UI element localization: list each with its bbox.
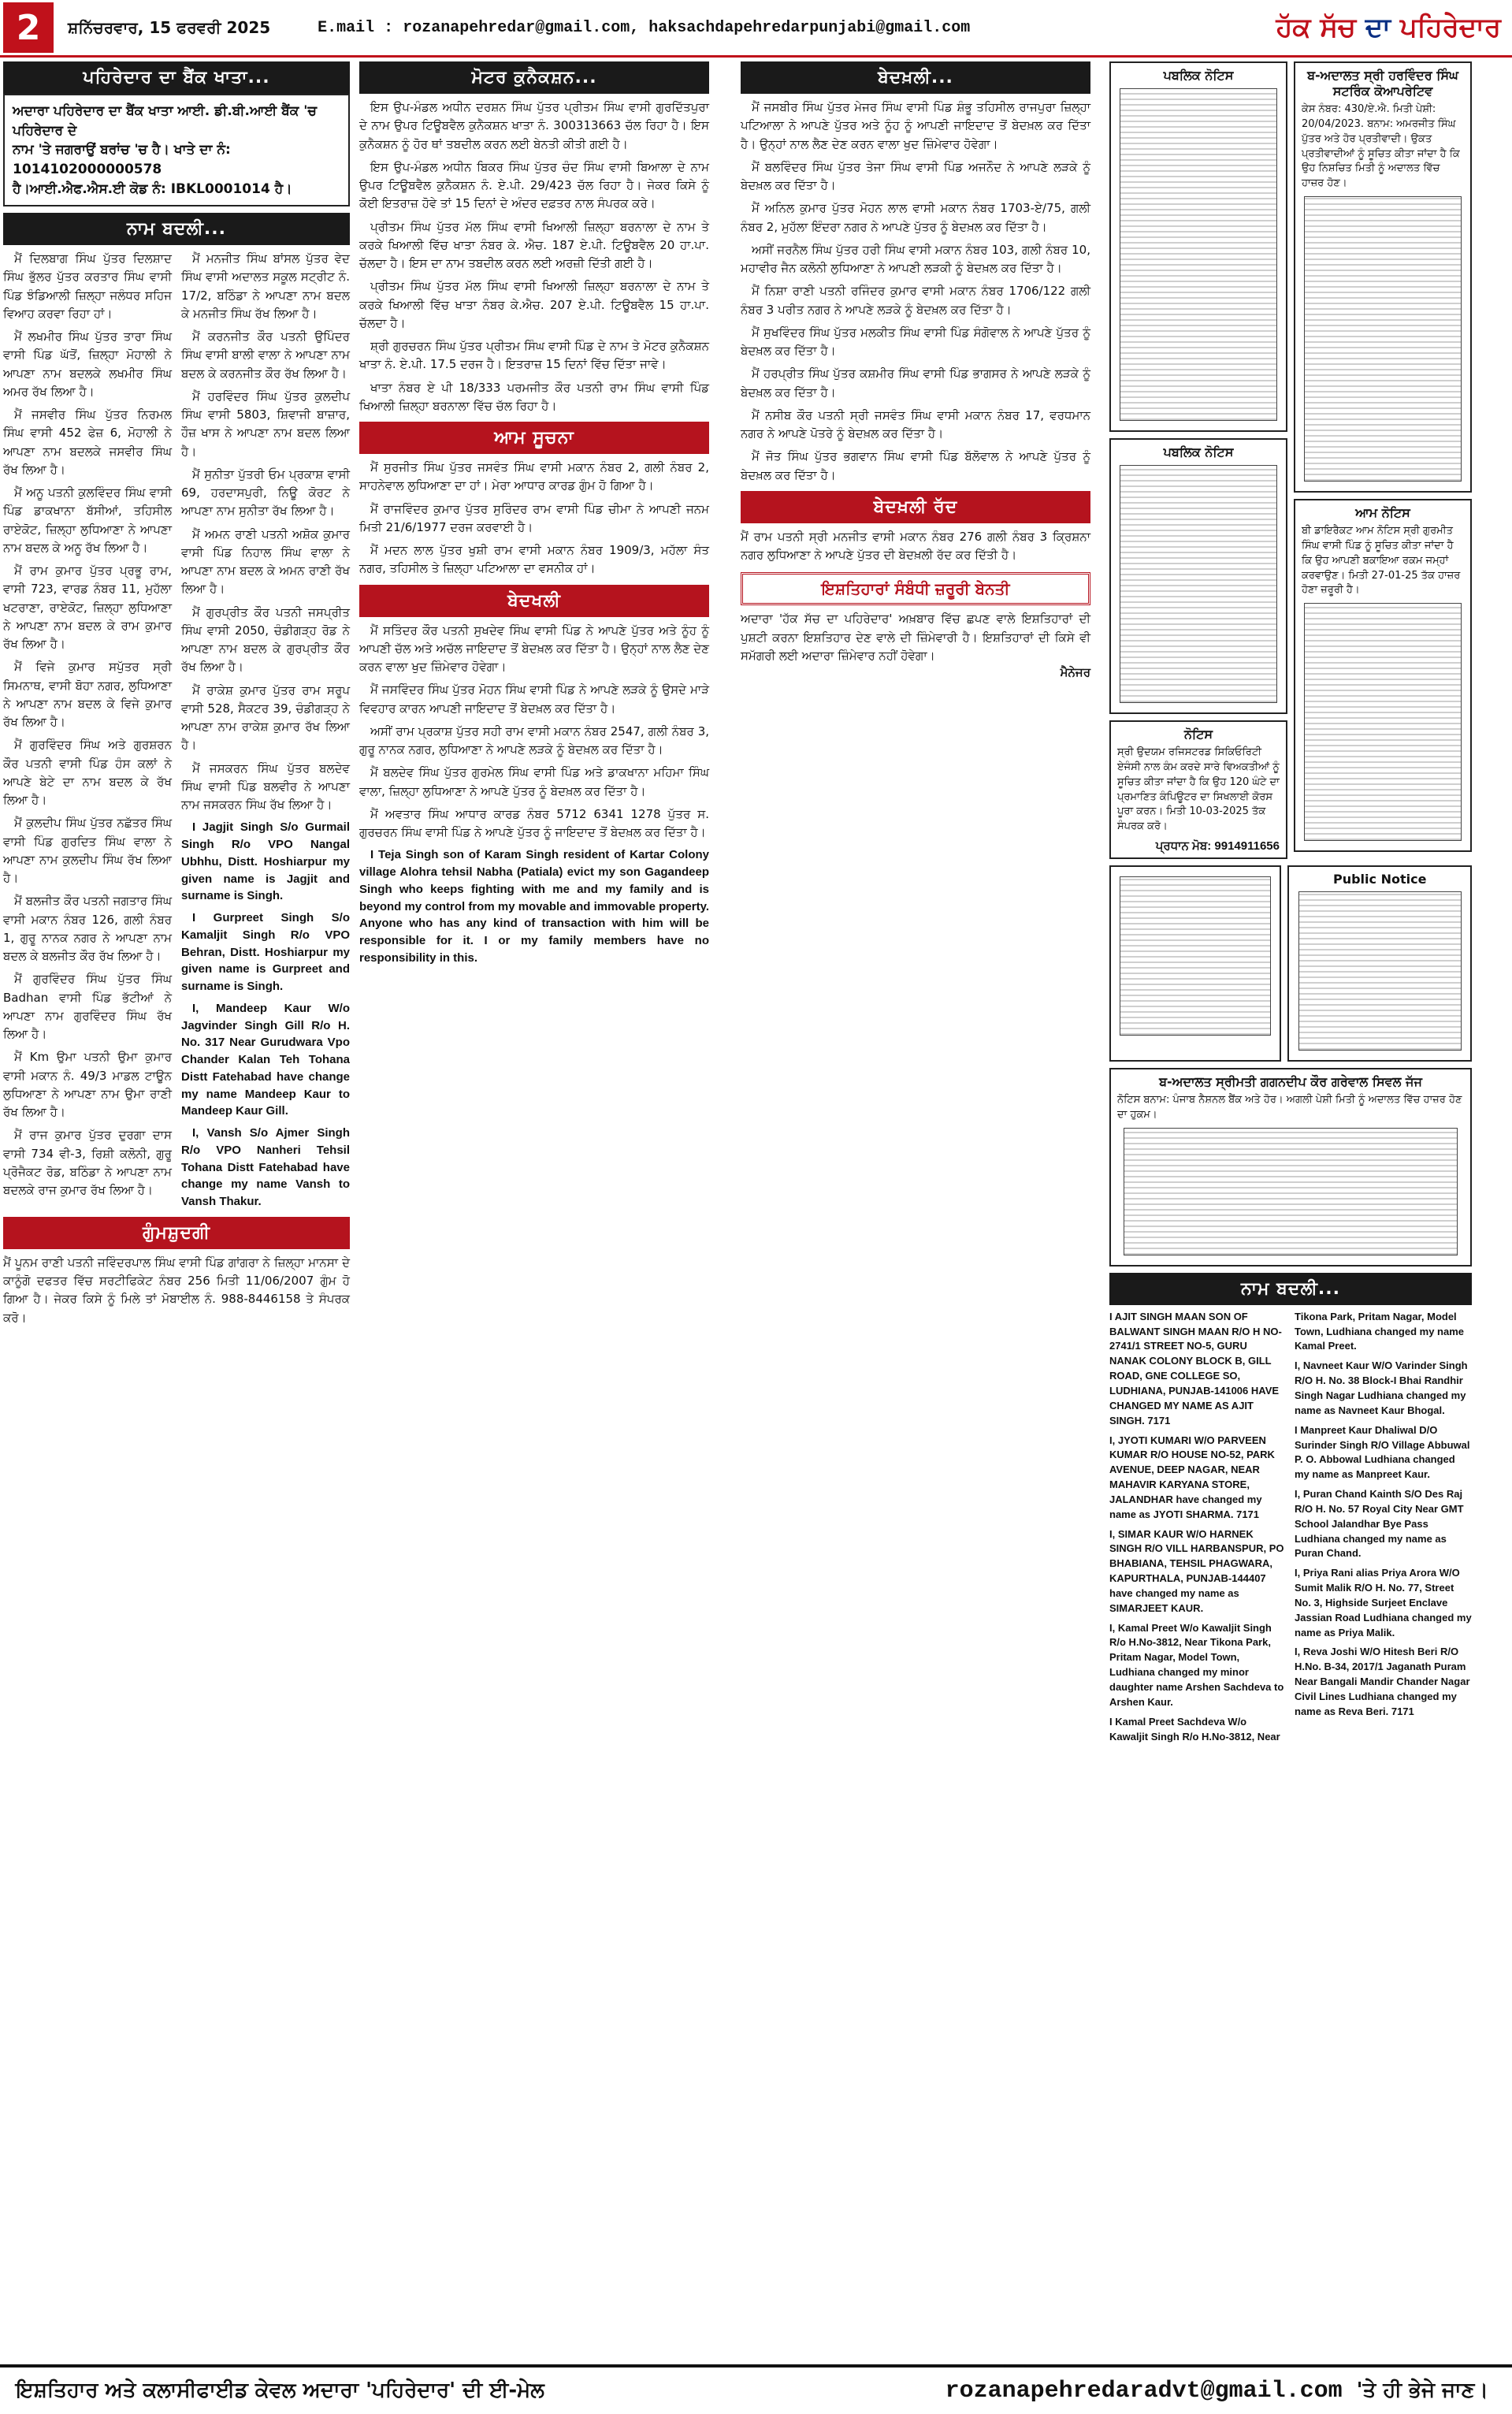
motor-paragraph: ਪ੍ਰੀਤਮ ਸਿੰਘ ਪੁੱਤਰ ਮੱਲ ਸਿੰਘ ਵਾਸੀ ਖਿਆਲੀ ਜ਼ਿਲ੍ਹਾ ਬਰਨਾਲਾ ਦੇ ਨਾਮ ਤੇ ਕਰਕੇ ਖਿਆਲੀ ਵਿੱਚ ਖਾਤਾ ਨੰਬਰ ਕੇ. ਐਚ. 187 ਏ.ਪੀ. ਟਿਊਬਵੈਲ 20 ਹਾ.ਪਾ. ਚੱਲਦਾ ਹੈ। ਇਸ ਦਾ ਨਾਮ ਤਬਦੀਲ ਕਰਨ ਲਈ ਅਰਜ਼ੀ ਦਿੱਤੀ ਗਈ ਹੈ। bbox=[359, 219, 709, 270]
bedakhli-paragraph: ਮੈਂ ਅਵਤਾਰ ਸਿੰਘ ਆਧਾਰ ਕਾਰਡ ਨੰਬਰ 5712 6341 1278 ਪੁੱਤਰ ਸ. ਗੁਰਚਰਨ ਸਿੰਘ ਵਾਸੀ ਪਿੰਡ ਨੇ ਆਪਣੇ ਪੁੱਤਰ ਨੂੰ ਜਾਇਦਾਦ ਤੋਂ ਬੇਦਖ਼ਲ ਕਰ ਦਿੱਤਾ ਹੈ। bbox=[359, 806, 709, 839]
list-item: I Kamal Preet Sachdeva W/o Kawaljit Singh R/o H.No-3812, Near bbox=[1109, 1715, 1280, 1743]
ads-info-text: ਅਦਾਰਾ 'ਹੱਕ ਸੱਚ ਦਾ ਪਹਿਰੇਦਾਰ' ਅਖ਼ਬਾਰ ਵਿੱਚ ਛਪਣ ਵਾਲੇ ਇਸ਼ਤਿਹਾਰਾਂ ਦੀ ਪੁਸ਼ਟੀ ਕਰਨਾ ਇਸ਼ਤਿਹਾਰ ਦੇਣ ਵਾਲੇ ਦੀ ਜ਼ਿੰਮੇਵਾਰੀ ਹੈ। ਇਸ਼ਤਿਹਾਰਾਂ ਦੀ ਕਿਸੇ ਵੀ ਸਮੱਗਰੀ ਲਈ ਅਦਾਰਾ ਜ਼ਿੰਮੇਵਾਰ ਨਹੀਂ ਹੋਵੇਗਾ। bbox=[741, 612, 1090, 663]
list-item: ਮੈਂ ਸੁਨੀਤਾ ਪੁੱਤਰੀ ਓਮ ਪ੍ਰਕਾਸ਼ ਵਾਸੀ 69, ਹਰਦਾਸਪੁਰੀ, ਨਿਊ ਕੋਰਟ ਨੇ ਆਪਣਾ ਨਾਮ ਸੁਨੀਤਾ ਰੱਖ ਲਿਆ ਹੈ। bbox=[181, 467, 350, 519]
list-item: ਮੈਂ ਬਲਜੀਤ ਕੌਰ ਪਤਨੀ ਜਗਤਾਰ ਸਿੰਘ ਵਾਸੀ ਮਕਾਨ ਨੰਬਰ 126, ਗਲੀ ਨੰਬਰ 1, ਗੁਰੂ ਨਾਨਕ ਨਗਰ ਨੇ ਆਪਣਾ ਨਾਮ ਬਦਲ ਕੇ ਬਲਜੀਤ ਕੌਰ ਰੱਖ ਲਿਆ ਹੈ। bbox=[3, 894, 172, 964]
bedakhli-paragraph: ਮੈਂ ਬਲਦੇਵ ਸਿੰਘ ਪੁੱਤਰ ਗੁਰਮੇਲ ਸਿੰਘ ਵਾਸੀ ਪਿੰਡ ਅਤੇ ਡਾਕਖਾਨਾ ਮਹਿਮਾ ਸਿੰਘ ਵਾਲਾ, ਜ਼ਿਲ੍ਹਾ ਲੁਧਿਆਣਾ ਨੇ ਆਪਣੇ ਪੁੱਤਰ ਨੂੰ ਬੇਦਖ਼ਲ ਕਰ ਦਿੱਤਾ ਹੈ। bbox=[359, 765, 709, 798]
security-notice-title: ਨੋਟਿਸ bbox=[1183, 727, 1213, 742]
bedakhli-cancel-title: ਬੇਦਖ਼ਲੀ ਰੱਦ bbox=[741, 491, 1090, 523]
list-item: ਮੈਂ ਬਲਵਿੰਦਰ ਸਿੰਘ ਪੁੱਤਰ ਤੇਜਾ ਸਿੰਘ ਵਾਸੀ ਪਿੰਡ ਅਜਨੌਦ ਨੇ ਆਪਣੇ ਲੜਕੇ ਨੂੰ ਬੇਦਖ਼ਲ ਕਰ ਦਿੱਤਾ ਹੈ। bbox=[741, 159, 1090, 192]
page-number: 2 bbox=[3, 2, 54, 53]
motor-paragraph: ਸ਼੍ਰੀ ਗੁਰਚਰਨ ਸਿੰਘ ਪੁੱਤਰ ਪ੍ਰੀਤਮ ਸਿੰਘ ਵਾਸੀ ਪਿੰਡ ਦੇ ਨਾਮ ਤੇ ਮੋਟਰ ਕੁਨੈਕਸ਼ਨ ਖਾਤਾ ਨੰ. ਏ.ਪੀ. 17.5 ਦਰਜ ਹੈ। ਇਤਰਾਜ਼ 15 ਦਿਨਾਂ ਵਿੱਚ ਦਿੱਤਾ ਜਾਵੇ। bbox=[359, 339, 709, 372]
top-notices-row bbox=[1109, 61, 1472, 859]
name-change-english-right bbox=[1295, 1310, 1472, 1750]
list-item: ਮੈਂ ਅਨੂ ਪਤਨੀ ਕੁਲਵਿੰਦਰ ਸਿੰਘ ਵਾਸੀ ਪਿੰਡ ਡਾਕਖਾਨਾ ਬੱਸੀਆਂ, ਤਹਿਸੀਲ ਰਾਏਕੋਟ, ਜ਼ਿਲ੍ਹਾ ਲੁਧਿਆਣਾ ਨੇ ਆਪਣਾ ਨਾਮ ਬਦਲ ਕੇ ਅਨੂ ਰੱਖ ਲਿਆ ਹੈ। bbox=[3, 485, 172, 555]
ads-info-title: ਇਸ਼ਤਿਹਾਰਾਂ ਸੰਬੰਧੀ ਜ਼ਰੂਰੀ ਬੇਨਤੀ bbox=[741, 572, 1090, 605]
motor-title: ਮੋਟਰ ਕੁਨੈਕਸ਼ਨ... bbox=[359, 61, 709, 94]
name-change-title: ਨਾਮ ਬਦਲੀ... bbox=[3, 213, 350, 245]
list-item: ਮੈਂ ਹਰਪ੍ਰੀਤ ਸਿੰਘ ਪੁੱਤਰ ਕਸ਼ਮੀਰ ਸਿੰਘ ਵਾਸੀ ਪਿੰਡ ਭਾਗਸਰ ਨੇ ਆਪਣੇ ਲੜਕੇ ਨੂੰ ਬੇਦਖ਼ਲ ਕਰ ਦਿੱਤਾ ਹੈ। bbox=[741, 366, 1090, 400]
list-item: ਮੈਂ ਨਿਸ਼ਾ ਰਾਣੀ ਪਤਨੀ ਰਜਿੰਦਰ ਕੁਮਾਰ ਵਾਸੀ ਮਕਾਨ ਨੰਬਰ 1706/122 ਗਲੀ ਨੰਬਰ 3 ਪਰੀਤ ਨਗਰ ਨੇ ਆਪਣੇ ਲੜਕੇ ਨੂੰ ਬੇਦਖ਼ਲ ਕਰ ਦਿੱਤਾ ਹੈ। bbox=[741, 284, 1090, 317]
bank-line-1: ਅਦਾਰਾ ਪਹਿਰੇਦਾਰ ਦਾ ਬੈਂਕ ਖਾਤਾ ਆਈ. ਡੀ.ਬੀ.ਆਈ ਬੈਂਕ 'ਚ ਪਹਿਰੇਦਾਰ ਦੇ bbox=[13, 103, 317, 139]
footer-text-2: 'ਤੇ ਹੀ ਭੇਜੇ ਜਾਣ। bbox=[1356, 2378, 1488, 2402]
general-notice bbox=[1294, 499, 1472, 852]
public-notice-1 bbox=[1109, 61, 1287, 432]
public-info-title: ਆਮ ਸੂਚਨਾ bbox=[359, 422, 709, 454]
list-item: ਮੈਂ ਜਸਵੀਰ ਸਿੰਘ ਪੁੱਤਰ ਨਿਰਮਲ ਸਿੰਘ ਵਾਸੀ 452 ਫੇਜ਼ 6, ਮੋਹਾਲੀ ਨੇ ਆਪਣਾ ਨਾਮ ਬਦਲਕੇ ਜਸਵੀਰ ਸਿੰਘ ਰੱਖ ਲਿਆ ਹੈ। bbox=[3, 407, 172, 477]
column-2 bbox=[359, 61, 709, 972]
motor-paragraph: ਇਸ ਉਪ-ਮੰਡਲ ਅਧੀਨ ਬਿਕਰ ਸਿੰਘ ਪੁੱਤਰ ਚੰਦ ਸਿੰਘ ਵਾਸੀ ਬਿਆਲਾ ਦੇ ਨਾਮ ਉਪਰ ਟਿਊਬਵੈਲ ਕੁਨੈਕਸ਼ਨ ਨੰ. ਏ.ਪੀ. 29/423 ਚੱਲ ਰਿਹਾ ਹੈ। ਜੇਕਰ ਕਿਸੇ ਨੂੰ ਕੋਈ ਇਤਰਾਜ਼ ਹੋਵੇ ਤਾਂ 15 ਦਿਨਾਂ ਦੇ ਅੰਦਰ ਦਫ਼ਤਰ ਨਾਲ ਸੰਪਰਕ ਕਰੇ। bbox=[359, 159, 709, 211]
list-item: ਮੈਂ ਗੁਰਵਿੰਦਰ ਸਿੰਘ ਅਤੇ ਗੁਰਸ਼ਰਨ ਕੌਰ ਪਤਨੀ ਵਾਸੀ ਪਿੰਡ ਹੰਸ ਕਲਾਂ ਨੇ ਆਪਣੇ ਬੇਟੇ ਦਾ ਨਾਮ ਬਦਲ ਕੇ ਰੱਖ ਲਿਆ ਹੈ। bbox=[3, 738, 172, 808]
motor-section bbox=[359, 99, 709, 415]
name-change-english-left bbox=[1109, 1310, 1287, 1750]
list-item: ਮੈਂ ਸੁਖਵਿੰਦਰ ਸਿੰਘ ਪੁੱਤਰ ਮਲਕੀਤ ਸਿੰਘ ਵਾਸੀ ਪਿੰਡ ਸੰਗੋਵਾਲ ਨੇ ਆਪਣੇ ਪੁੱਤਰ ਨੂੰ ਬੇਦਖ਼ਲ ਕਰ ਦਿੱਤਾ ਹੈ। bbox=[741, 325, 1090, 358]
mid-notices-row bbox=[1109, 865, 1472, 1062]
list-item: I, SIMAR KAUR W/O HARNEK SINGH R/O VILL HARBANSPUR, PO BHABIANA, TEHSIL PHAGWARA, KAPURTHALA, PUNJAB-144407 have changed my name as SIMARJEET KAUR. bbox=[1109, 1527, 1284, 1614]
issue-date: ਸ਼ਨਿੱਚਰਵਾਰ, 15 ਫਰਵਰੀ 2025 bbox=[68, 18, 271, 37]
list-item: ਮੈਂ ਰਾਕੇਸ਼ ਕੁਮਾਰ ਪੁੱਤਰ ਰਾਮ ਸਰੂਪ ਵਾਸੀ 528, ਸੈਕਟਰ 39, ਚੰਡੀਗੜ੍ਹ ਨੇ ਆਪਣਾ ਨਾਮ ਰਾਕੇਸ਼ ਕੁਮਾਰ ਰੱਖ ਲਿਆ ਹੈ। bbox=[181, 683, 350, 753]
left-notices bbox=[1109, 61, 1287, 859]
bank-box bbox=[3, 94, 350, 206]
list-item: I, Kamal Preet W/o Kawaljit Singh R/o H.No-3812, Near Tikona Park, Pritam Nagar, Model Town, Ludhiana changed my minor daughter name Arshen Sachdeva to Arshen Kaur. bbox=[1109, 1621, 1284, 1708]
list-item: ਮੈਂ ਅਨਿਲ ਕੁਮਾਰ ਪੁੱਤਰ ਮੋਹਨ ਲਾਲ ਵਾਸੀ ਮਕਾਨ ਨੰਬਰ 1703-ਏ/75, ਗਲੀ ਨੰਬਰ 2, ਮੁਹੱਲਾ ਇੰਦਰਾ ਨਗਰ ਨੇ ਆਪਣੇ ਪੁੱਤਰ ਨੂੰ ਬੇਦਖ਼ਲ ਕਰ ਦਿੱਤਾ ਹੈ। bbox=[741, 201, 1090, 234]
list-item: ਮੈਂ ਹਰਵਿੰਦਰ ਸਿੰਘ ਪੁੱਤਰ ਕੁਲਦੀਪ ਸਿੰਘ ਵਾਸੀ 5803, ਸ਼ਿਵਾਜੀ ਬਾਜ਼ਾਰ, ਹੌਜ਼ ਖਾਸ ਨੇ ਆਪਣਾ ਨਾਮ ਬਦਲ ਲਿਆ ਹੈ। bbox=[181, 389, 350, 459]
list-item: ਮੈਂ ਦਿਲਬਾਗ ਸਿੰਘ ਪੁੱਤਰ ਦਿਲਸ਼ਾਦ ਸਿੰਘ ਭੁੱਲਰ ਪੁੱਤਰ ਕਰਤਾਰ ਸਿੰਘ ਵਾਸੀ ਪਿੰਡ ਝੰਡਿਆਲੀ ਜ਼ਿਲ੍ਹਾ ਜਲੰਧਰ ਸਹਿਜ ਵਿਆਹ ਕਰਵਾ ਰਿਹਾ ਹਾਂ। bbox=[3, 251, 172, 321]
court-notice-3 bbox=[1109, 1068, 1472, 1267]
masthead bbox=[0, 0, 1512, 58]
footer-email[interactable] bbox=[945, 2378, 1488, 2405]
bank-line-3: ਹੈ।ਆਈ.ਐਫ.ਐਸ.ਈ ਕੋਡ ਨੰ: IBKL0001014 ਹੈ। bbox=[13, 180, 292, 197]
list-item: ਮੈਂ ਜਸਬੀਰ ਸਿੰਘ ਪੁੱਤਰ ਮੇਜਰ ਸਿੰਘ ਵਾਸੀ ਪਿੰਡ ਸ਼ੰਭੂ ਤਹਿਸੀਲ ਰਾਜਪੁਰਾ ਜ਼ਿਲ੍ਹਾ ਪਟਿਆਲਾ ਨੇ ਆਪਣੇ ਪੁੱਤਰ ਅਤੇ ਨੂੰਹ ਨੂੰ ਆਪਣੀ ਜਾਇਦਾਦ ਤੋਂ ਬੇਦਖ਼ਲ ਕਰ ਦਿੱਤਾ ਹੈ। ਉਨ੍ਹਾਂ ਨਾਲ ਲੈਣ ਦੇਣ ਕਰਨ ਵਾਲਾ ਖੁਦ ਜ਼ਿੰਮੇਵਾਰ ਹੋਵੇਗਾ। bbox=[741, 100, 1090, 151]
list-item: ਮੈਂ ਰਾਜ ਕੁਮਾਰ ਪੁੱਤਰ ਦੁਰਗਾ ਦਾਸ ਵਾਸੀ 734 ਵੀ-3, ਰਿਸ਼ੀ ਕਲੋਨੀ, ਗੁਰੂ ਪ੍ਰੋਜੈਕਟ ਰੋਡ, ਬਠਿੰਡਾ ਨੇ ਆਪਣਾ ਨਾਮ ਬਦਲਕੇ ਰਾਜ ਕੁਮਾਰ ਰੱਖ ਲਿਆ ਹੈ। bbox=[3, 1128, 172, 1198]
header-email[interactable]: E.mail : rozanapehredar@gmail.com, haksachdapehredarpunjabi@gmail.com bbox=[318, 18, 971, 37]
scanned-notice-image bbox=[1120, 465, 1277, 703]
list-item: I, Puran Chand Kainth S/O Des Raj R/O H. No. 57 Royal City Near GMT School Jalandhar Bye Pass Ludhiana changed my name as Puran Chand. bbox=[1295, 1488, 1464, 1560]
missing-title: ਗੁੰਮਸ਼ੁਦਗੀ bbox=[3, 1217, 350, 1249]
motor-paragraph: ਇਸ ਉਪ-ਮੰਡਲ ਅਧੀਨ ਦਰਸ਼ਨ ਸਿੰਘ ਪੁੱਤਰ ਪ੍ਰੀਤਮ ਸਿੰਘ ਵਾਸੀ ਗੁਰਦਿੱਤਪੁਰਾ ਦੇ ਨਾਮ ਉਪਰ ਟਿਊਬਵੈਲ ਕੁਨੈਕਸ਼ਨ ਖਾਤਾ ਨੰ. 300313663 ਚੱਲ ਰਿਹਾ ਹੈ। ਇਸ ਕੁਨੈਕਸ਼ਨ ਨੂੰ ਹੋਰ ਥਾਂ ਤਬਦੀਲ ਕਰਨ ਲਈ ਬੇਨਤੀ ਕੀਤੀ ਗਈ ਹੈ। bbox=[359, 100, 709, 151]
list-item: I, Priya Rani alias Priya Arora W/O Sumit Malik R/O H. No. 77, Street No. 3, Highside Surjeet Enclave Jassian Road Ludhiana changed my name as Priya Malik. bbox=[1295, 1567, 1472, 1638]
column-4 bbox=[1109, 61, 1472, 1749]
scanned-notice-image bbox=[1304, 603, 1462, 841]
list-item: ਮੈਂ ਜਸਕਰਨ ਸਿੰਘ ਪੁੱਤਰ ਬਲਦੇਵ ਸਿੰਘ ਵਾਸੀ ਪਿੰਡ ਬਲਵੀਰ ਨੇ ਆਪਣਾ ਨਾਮ ਜਸਕਰਨ ਸਿੰਘ ਰੱਖ ਲਿਆ ਹੈ। bbox=[181, 761, 350, 813]
name-change-list bbox=[3, 250, 350, 1211]
footer-email-address[interactable]: rozanapehredaradvt@gmail.com bbox=[945, 2377, 1343, 2405]
english-public-notice-title: Public Notice bbox=[1332, 872, 1427, 887]
column-1 bbox=[3, 61, 350, 1327]
list-item: ਮੈਂ Km ਉਮਾ ਪਤਨੀ ਉਮਾ ਕੁਮਾਰ ਵਾਸੀ ਮਕਾਨ ਨੰ. 49/3 ਮਾਡਲ ਟਾਊਨ ਲੁਧਿਆਣਾ ਨੇ ਆਪਣਾ ਨਾਮ ਉਮਾ ਰਾਣੀ ਰੱਖ ਲਿਆ ਹੈ। bbox=[3, 1050, 172, 1120]
list-item: ਮੈਂ ਵਿਜੇ ਕੁਮਾਰ ਸਪੁੱਤਰ ਸ੍ਰੀ ਸਿਮਨਾਥ, ਵਾਸੀ ਬੋਹਾ ਨਗਰ, ਲੁਧਿਆਣਾ ਨੇ ਆਪਣਾ ਨਾਮ ਬਦਲ ਕੇ ਵਿਜੇ ਕੁਮਾਰ ਰੱਖ ਲਿਆ ਹੈ। bbox=[3, 660, 172, 730]
name-change-english-cols bbox=[1109, 1310, 1472, 1750]
list-item: I Jagjit Singh S/o Gurmail Singh R/o VPO Nangal Ubhhu, Distt. Hoshiarpur my given name is Jagjit and surname is Singh. bbox=[181, 820, 350, 903]
footer-bar bbox=[0, 2364, 1512, 2414]
newspaper-logo bbox=[1276, 12, 1501, 43]
name-change-2-title: ਨਾਮ ਬਦਲੀ... bbox=[1109, 1273, 1472, 1305]
court-notice-3-text: ਨੋਟਿਸ ਬਨਾਮ: ਪੰਜਾਬ ਨੈਸ਼ਨਲ ਬੈਂਕ ਅਤੇ ਹੋਰ। ਅਗਲੀ ਪੇਸ਼ੀ ਮਿਤੀ ਨੂੰ ਅਦਾਲਤ ਵਿੱਚ ਹਾਜ਼ਰ ਹੋਣ ਦਾ ਹੁਕਮ। bbox=[1117, 1094, 1462, 1121]
bedakhli-paragraph: ਅਸੀਂ ਰਾਮ ਪ੍ਰਕਾਸ਼ ਪੁੱਤਰ ਸਹੀ ਰਾਮ ਵਾਸੀ ਮਕਾਨ ਨੰਬਰ 2547, ਗਲੀ ਨੰਬਰ 3, ਗੁਰੂ ਨਾਨਕ ਨਗਰ, ਲੁਧਿਆਣਾ ਨੇ ਆਪਣੇ ਲੜਕੇ ਨੂੰ ਬੇਦਖ਼ਲ ਕਰ ਦਿੱਤਾ ਹੈ। bbox=[359, 723, 709, 757]
security-notice-text: ਸ੍ਰੀ ਉਦਯਮ ਰਜਿਸਟਰਡ ਸਿਕਿਓਰਿਟੀ ਏਜੰਸੀ ਨਾਲ ਕੰਮ ਕਰਦੇ ਸਾਰੇ ਵਿਅਕਤੀਆਂ ਨੂੰ ਸੂਚਿਤ ਕੀਤਾ ਜਾਂਦਾ ਹੈ ਕਿ ਉਹ 120 ਘੰਟੇ ਦਾ ਪ੍ਰਮਾਣਿਤ ਕੰਪਿਊਟਰ ਦਾ ਸਿਖਲਾਈ ਕੋਰਸ ਪੂਰਾ ਕਰਨ। ਮਿਤੀ 10-03-2025 ਤੱਕ ਸੰਪਰਕ ਕਰੋ। bbox=[1117, 746, 1280, 833]
motor-paragraph: ਖਾਤਾ ਨੰਬਰ ਏ ਪੀ 18/333 ਪਰਮਜੀਤ ਕੌਰ ਪਤਨੀ ਰਾਮ ਸਿੰਘ ਵਾਸੀ ਪਿੰਡ ਖਿਆਲੀ ਜ਼ਿਲ੍ਹਾ ਬਰਨਾਲਾ ਵਿੱਚ ਚੱਲ ਰਿਹਾ ਹੈ। bbox=[359, 380, 709, 413]
security-notice-phone: ਪ੍ਰਧਾਨ ਮੋਬ: 9914911656 bbox=[1155, 839, 1280, 854]
list-item: ਮੈਂ ਜੋਤ ਸਿੰਘ ਪੁੱਤਰ ਭਗਵਾਨ ਸਿੰਘ ਵਾਸੀ ਪਿੰਡ ਬੱਲੋਵਾਲ ਨੇ ਆਪਣੇ ਪੁੱਤਰ ਨੂੰ ਬੇਦਖ਼ਲ ਕਰ ਦਿੱਤਾ ਹੈ। bbox=[741, 449, 1090, 482]
motor-paragraph: ਪ੍ਰੀਤਮ ਸਿੰਘ ਪੁੱਤਰ ਮੱਲ ਸਿੰਘ ਵਾਸੀ ਖਿਆਲੀ ਜ਼ਿਲ੍ਹਾ ਬਰਨਾਲਾ ਦੇ ਨਾਮ ਤੇ ਕਰਕੇ ਖਿਆਲੀ ਵਿੱਚ ਖਾਤਾ ਨੰਬਰ ਕੇ.ਐਚ. 207 ਏ.ਪੀ. ਟਿਊਬਵੈਲ 15 ਹਾ.ਪਾ. ਚੱਲਦਾ ਹੈ। bbox=[359, 279, 709, 330]
court-notice bbox=[1294, 61, 1472, 493]
list-item: ਮੈਂ ਨਸੀਬ ਕੌਰ ਪਤਨੀ ਸ੍ਰੀ ਜਸਵੰਤ ਸਿੰਘ ਵਾਸੀ ਮਕਾਨ ਨੰਬਰ 17, ਵਰਧਮਾਨ ਨਗਰ ਨੇ ਆਪਣੇ ਪੋਤਰੇ ਨੂੰ ਬੇਦਖ਼ਲ ਕਰ ਦਿੱਤਾ ਹੈ। bbox=[741, 407, 1090, 441]
bedakhli-main-title: ਬੇਦਖ਼ਲੀ... bbox=[741, 61, 1090, 94]
list-item: I, Mandeep Kaur W/o Jagvinder Singh Gill R/o H. No. 317 Near Gurudwara Vpo Chander Kalan Teh Tohana Distt Fatehabad have change my name Mandeep Kaur to Mandeep Kaur Gill. bbox=[181, 1001, 350, 1118]
list-item: ਮੈਂ ਰਾਮ ਕੁਮਾਰ ਪੁੱਤਰ ਪ੍ਰਭੂ ਰਾਮ, ਵਾਸੀ 723, ਵਾਰਡ ਨੰਬਰ 11, ਮੁਹੱਲਾ ਖਟਰਾਣਾ, ਰਾਏਕੋਟ, ਜ਼ਿਲ੍ਹਾ ਲੁਧਿਆਣਾ ਨੇ ਆਪਣਾ ਨਾਮ ਬਦਲ ਕੇ ਰਾਮ ਕੁਮਾਰ ਰੱਖ ਲਿਆ ਹੈ। bbox=[3, 564, 172, 652]
english-public-notice bbox=[1287, 865, 1472, 1062]
logo-part-3: ਪਹਿਰੇਦਾਰ bbox=[1399, 12, 1501, 43]
general-notice-text: ਬੀ ਡਾਇਰੈਕਟ ਆਮ ਨੋਟਿਸ ਸ੍ਰੀ ਗੁਰਮੀਤ ਸਿੰਘ ਵਾਸੀ ਪਿੰਡ ਨੂੰ ਸੂਚਿਤ ਕੀਤਾ ਜਾਂਦਾ ਹੈ ਕਿ ਉਹ ਆਪਣੀ ਬਕਾਇਆ ਰਕਮ ਜਮ੍ਹਾਂ ਕਰਵਾਉਣ। ਮਿਤੀ 27-01-25 ਤੱਕ ਹਾਜ਼ਰ ਹੋਣਾ ਜ਼ਰੂਰੀ ਹੈ। bbox=[1302, 525, 1461, 597]
public-notice-2 bbox=[1109, 438, 1287, 714]
bedakhli-paragraph: ਮੈਂ ਜਸਵਿੰਦਰ ਸਿੰਘ ਪੁੱਤਰ ਮੋਹਨ ਸਿੰਘ ਵਾਸੀ ਪਿੰਡ ਨੇ ਆਪਣੇ ਲੜਕੇ ਨੂੰ ਉਸਦੇ ਮਾੜੇ ਵਿਵਹਾਰ ਕਾਰਨ ਆਪਣੀ ਜਾਇਦਾਦ ਤੋਂ ਬੇਦਖ਼ਲ ਕਰ ਦਿੱਤਾ ਹੈ। bbox=[359, 683, 709, 716]
scanned-notice-image bbox=[1120, 876, 1272, 1036]
list-item: ਮੈਂ ਗੁਰਪ੍ਰੀਤ ਕੌਰ ਪਤਨੀ ਜਸਪ੍ਰੀਤ ਸਿੰਘ ਵਾਸੀ 2050, ਚੰਡੀਗੜ੍ਹ ਰੋਡ ਨੇ ਆਪਣਾ ਨਾਮ ਬਦਲ ਕੇ ਗੁਰਪ੍ਰੀਤ ਕੌਰ ਰੱਖ ਲਿਆ ਹੈ। bbox=[181, 604, 350, 675]
public-notice-2-title: ਪਬਲਿਕ ਨੋਟਿਸ bbox=[1163, 444, 1234, 459]
bank-line-2: ਨਾਮ 'ਤੇ ਜਗਰਾਉਂ ਬਰਾਂਚ 'ਚ ਹੈ। ਖਾਤੇ ਦਾ ਨੰ: 1014102000000578 bbox=[13, 142, 231, 177]
list-item: I, Navneet Kaur W/O Varinder Singh R/O H. No. 38 Block-I Bhai Randhir Singh Nagar Ludhiana changed my name as Navneet Kaur Bhogal. bbox=[1295, 1360, 1468, 1416]
court-notice-text: ਕੇਸ ਨੰਬਰ: 430/ਏ.ਐ. ਮਿਤੀ ਪੇਸ਼ੀ: 20/04/2023. ਬਨਾਮ: ਅਮਰਜੀਤ ਸਿੰਘ ਪੁੱਤਰ ਅਤੇ ਹੋਰ ਪ੍ਰਤੀਵਾਦੀ। ਉਕਤ ਪ੍ਰਤੀਵਾਦੀਆਂ ਨੂੰ ਸੂਚਿਤ ਕੀਤਾ ਜਾਂਦਾ ਹੈ ਕਿ ਉਹ ਨਿਸ਼ਚਿਤ ਮਿਤੀ ਨੂੰ ਅਦਾਲਤ ਵਿੱਚ ਹਾਜ਼ਰ ਹੋਣ। bbox=[1302, 103, 1460, 190]
bedakhli-section bbox=[359, 622, 709, 967]
scanned-notice-image bbox=[1124, 1128, 1458, 1255]
bedakhli-title: ਬੇਦਖਲੀ bbox=[359, 585, 709, 617]
logo-part-1: ਹੱਕ ਸੱਚ bbox=[1276, 12, 1365, 43]
general-notice-title: ਆਮ ਨੋਟਿਸ bbox=[1355, 505, 1410, 521]
bedakhli-cancel-text: ਮੈਂ ਰਾਮ ਪਤਨੀ ਸ੍ਰੀ ਮਨਜੀਤ ਵਾਸੀ ਮਕਾਨ ਨੰਬਰ 276 ਗਲੀ ਨੰਬਰ 3 ਕ੍ਰਿਸ਼ਨਾ ਨਗਰ ਲੁਧਿਆਣਾ ਨੇ ਆਪਣੇ ਪੁੱਤਰ ਦੀ ਬੇਦਖ਼ਲੀ ਰੱਦ ਕਰ ਦਿੱਤੀ ਹੈ। bbox=[741, 529, 1090, 562]
court-notice-3-title: ਬ-ਅਦਾਲਤ ਸ੍ਰੀਮਤੀ ਗਗਨਦੀਪ ਕੌਰ ਗਰੇਵਾਲ ਸਿਵਲ ਜੱਜ bbox=[1159, 1074, 1422, 1090]
list-item: I, JYOTI KUMARI W/O PARVEEN KUMAR R/O HOUSE NO-52, PARK AVENUE, DEEP NAGAR, NEAR MAHAVIR KARYANA STORE, JALANDHAR have changed my name as JYOTI SHARMA. 7171 bbox=[1109, 1434, 1275, 1520]
list-item: Tikona Park, Pritam Nagar, Model Town, Ludhiana changed my name Kamal Preet. bbox=[1295, 1310, 1465, 1352]
ads-info-signature: ਮੈਨੇਜਰ bbox=[1060, 665, 1090, 679]
public-info-paragraph: ਮੈਂ ਸੁਰਜੀਤ ਸਿੰਘ ਪੁੱਤਰ ਜਸਵੰਤ ਸਿੰਘ ਵਾਸੀ ਮਕਾਨ ਨੰਬਰ 2, ਗਲੀ ਨੰਬਰ 2, ਸਾਹਨੇਵਾਲ ਲੁਧਿਆਣਾ ਦਾ ਹਾਂ। ਮੇਰਾ ਆਧਾਰ ਕਾਰਡ ਗੁੰਮ ਹੋ ਗਿਆ ਹੈ। bbox=[359, 460, 709, 493]
scanned-notice-image bbox=[1120, 88, 1277, 421]
bedakhli-english: I Teja Singh son of Karam Singh resident of Kartar Colony village Alohra tehsil Nabha (Patiala) evict my son Gagandeep Singh who keeps fighting with me and my family and is beyond my control from my movable and immovable property. Anyone who has any kind of transaction with him will be responsible for it. I or my family members have no responsibility in this. bbox=[359, 848, 709, 965]
public-info-paragraph: ਮੈਂ ਮਦਨ ਲਾਲ ਪੁੱਤਰ ਖੁਸ਼ੀ ਰਾਮ ਵਾਸੀ ਮਕਾਨ ਨੰਬਰ 1909/3, ਮਹੱਲਾ ਸੰਤ ਨਗਰ, ਤਹਿਸੀਲ ਤੇ ਜ਼ਿਲ੍ਹਾ ਪਟਿਆਲਾ ਦਾ ਵਸਨੀਕ ਹਾਂ। bbox=[359, 543, 709, 576]
column-3 bbox=[741, 61, 1090, 679]
court-notice-title: ਬ-ਅਦਾਲਤ ਸ੍ਰੀ ਹਰਵਿੰਦਰ ਸਿੰਘ ਸਟਰਿੰਕ ਕੋਆਪਰੇਟਿਵ bbox=[1307, 68, 1458, 99]
list-item: I Manpreet Kaur Dhaliwal D/O Surinder Singh R/O Village Abbuwal P. O. Abbowal Ludhiana changed my name as Manpreet Kaur. bbox=[1295, 1423, 1470, 1481]
list-item: ਮੈਂ ਮਨਜੀਤ ਸਿੰਘ ਬਾਂਸਲ ਪੁੱਤਰ ਵੇਦ ਸਿੰਘ ਵਾਸੀ ਅਦਾਲਤ ਸਕੂਲ ਸਟ੍ਰੀਟ ਨੰ. 17/2, ਬਠਿੰਡਾ ਨੇ ਆਪਣਾ ਨਾਮ ਬਦਲ ਕੇ ਮਨਜੀਤ ਸਿੰਘ ਰੱਖ ਲਿਆ ਹੈ। bbox=[181, 251, 350, 321]
list-item: ਮੈਂ ਕਰਨਜੀਤ ਕੌਰ ਪਤਨੀ ਉਪਿੰਦਰ ਸਿੰਘ ਵਾਸੀ ਬਾਲੀ ਵਾਲਾ ਨੇ ਆਪਣਾ ਨਾਮ ਬਦਲ ਕੇ ਕਰਨਜੀਤ ਕੌਰ ਰੱਖ ਲਿਆ ਹੈ। bbox=[181, 329, 350, 381]
public-info-section bbox=[359, 459, 709, 578]
logo-part-2: ਦਾ bbox=[1365, 12, 1400, 43]
footer-text: ਇਸ਼ਤਿਹਾਰ ਅਤੇ ਕਲਾਸੀਫਾਈਡ ਕੇਵਲ ਅਦਾਰਾ 'ਪਹਿਰੇਦਾਰ' ਦੀ ਈ-ਮੇਲ bbox=[16, 2379, 544, 2402]
list-item: I AJIT SINGH MAAN SON OF BALWANT SINGH MAAN R/O H NO-2741/1 STREET NO-5, GURU NANAK COLONY BLOCK B, GILL ROAD, GNE COLLEGE SO, LUDHIANA, PUNJAB-141006 HAVE CHANGED MY NAME AS AJIT SINGH. 7171 bbox=[1109, 1310, 1282, 1426]
list-item: I, Vansh S/o Ajmer Singh R/o VPO Nanheri Tehsil Tohana Distt Fatehabad have change my name Vansh to Vansh Thakur. bbox=[181, 1126, 350, 1209]
list-item: ਮੈਂ ਲਖਮੀਰ ਸਿੰਘ ਪੁੱਤਰ ਤਾਰਾ ਸਿੰਘ ਵਾਸੀ ਪਿੰਡ ਘੱਤੋਂ, ਜ਼ਿਲ੍ਹਾ ਮੋਹਾਲੀ ਨੇ ਆਪਣਾ ਨਾਮ ਬਦਲਕੇ ਲਖਮੀਰ ਸਿੰਘ ਅਮਰ ਰੱਖ ਲਿਆ ਹੈ। bbox=[3, 329, 172, 399]
list-item: ਮੈਂ ਕੁਲਦੀਪ ਸਿੰਘ ਪੁੱਤਰ ਨਛੱਤਰ ਸਿੰਘ ਵਾਸੀ ਪਿੰਡ ਗੁਰਦਿਤ ਸਿੰਘ ਵਾਲਾ ਨੇ ਆਪਣਾ ਨਾਮ ਕੁਲਦੀਪ ਸਿੰਘ ਰੱਖ ਲਿਆ ਹੈ। bbox=[3, 816, 172, 886]
security-notice bbox=[1109, 720, 1287, 859]
list-item: I, Reva Joshi W/O Hitesh Beri R/O H.No. B-34, 2017/1 Jaganath Puram Near Bangali Mandir Chander Nagar Civil Lines Ludhiana changed my name as Reva Beri. 7171 bbox=[1295, 1646, 1470, 1717]
bank-title: ਪਹਿਰੇਦਾਰ ਦਾ ਬੈਂਕ ਖਾਤਾ... bbox=[3, 61, 350, 94]
scanned-notice-image bbox=[1298, 891, 1462, 1051]
list-item: I Gurpreet Singh S/o Kamaljit Singh R/o VPO Behran, Distt. Hoshiarpur my given name is Gurpreet and surname is Singh. bbox=[181, 911, 350, 994]
list-item: ਮੈਂ ਅਮਨ ਰਾਣੀ ਪਤਨੀ ਅਸ਼ੋਕ ਕੁਮਾਰ ਵਾਸੀ ਪਿੰਡ ਨਿਹਾਲ ਸਿੰਘ ਵਾਲਾ ਨੇ ਆਪਣਾ ਨਾਮ ਬਦਲ ਕੇ ਅਮਨ ਰਾਣੀ ਰੱਖ ਲਿਆ ਹੈ। bbox=[181, 526, 350, 597]
missing-text: ਮੈਂ ਪੂਨਮ ਰਾਣੀ ਪਤਨੀ ਜਵਿੰਦਰਪਾਲ ਸਿੰਘ ਵਾਸੀ ਪਿੰਡ ਗਾਂਗਰਾ ਨੇ ਜ਼ਿਲ੍ਹਾ ਮਾਨਸਾ ਦੇ ਕਾਨੂੰਗੋ ਦਫਤਰ ਵਿੱਚ ਸਰਟੀਫਿਕੇਟ ਨੰਬਰ 256 ਮਿਤੀ 11/06/2007 ਗੁੰਮ ਹੋ ਗਿਆ ਹੈ। ਜੇਕਰ ਕਿਸੇ ਨੂੰ ਮਿਲੇ ਤਾਂ ਮੋਬਾਈਲ ਨੰ. 988-8446158 ਤੇ ਸੰਪਰਕ ਕਰੋ। bbox=[3, 1255, 350, 1325]
bedakhli-paragraph: ਮੈਂ ਸਤਿੰਦਰ ਕੌਰ ਪਤਨੀ ਸੁਖਦੇਵ ਸਿੰਘ ਵਾਸੀ ਪਿੰਡ ਨੇ ਆਪਣੇ ਪੁੱਤਰ ਅਤੇ ਨੂੰਹ ਨੂੰ ਆਪਣੀ ਚੱਲ ਅਤੇ ਅਚੱਲ ਜਾਇਦਾਦ ਤੋਂ ਬੇਦਖ਼ਲ ਕਰ ਦਿੱਤਾ ਹੈ। ਉਨ੍ਹਾਂ ਨਾਲ ਲੈਣ ਦੇਣ ਕਰਨ ਵਾਲਾ ਖੁਦ ਜ਼ਿੰਮੇਵਾਰ ਹੋਵੇਗਾ। bbox=[359, 623, 709, 674]
right-notices bbox=[1294, 61, 1472, 859]
public-notice-1-title: ਪਬਲਿਕ ਨੋਟਿਸ bbox=[1163, 68, 1234, 83]
list-item: ਅਸੀਂ ਜਰਨੈਲ ਸਿੰਘ ਪੁੱਤਰ ਹਰੀ ਸਿੰਘ ਵਾਸੀ ਮਕਾਨ ਨੰਬਰ 103, ਗਲੀ ਨੰਬਰ 10, ਮਹਾਵੀਰ ਜੈਨ ਕਲੋਨੀ ਲੁਧਿਆਣਾ ਨੇ ਆਪਣੀ ਲੜਕੀ ਨੂੰ ਬੇਦਖ਼ਲ ਕਰ ਦਿੱਤਾ ਹੈ। bbox=[741, 242, 1090, 275]
scanned-notice-left bbox=[1109, 865, 1281, 1062]
list-item: ਮੈਂ ਗੁਰਵਿੰਦਰ ਸਿੰਘ ਪੁੱਤਰ ਸਿੰਘ Badhan ਵਾਸੀ ਪਿੰਡ ਭੱਟੀਆਂ ਨੇ ਆਪਣਾ ਨਾਮ ਗੁਰਵਿੰਦਰ ਸਿੰਘ ਰੱਖ ਲਿਆ ਹੈ। bbox=[3, 972, 172, 1042]
bedakhli-list bbox=[741, 99, 1090, 485]
scanned-notice-image bbox=[1304, 196, 1462, 482]
public-info-paragraph: ਮੈਂ ਰਾਜਵਿੰਦਰ ਕੁਮਾਰ ਪੁੱਤਰ ਸੁਰਿੰਦਰ ਰਾਮ ਵਾਸੀ ਪਿੰਡ ਚੀਮਾ ਨੇ ਆਪਣੀ ਜਨਮ ਮਿਤੀ 21/6/1977 ਦਰਜ ਕਰਵਾਈ ਹੈ। bbox=[359, 501, 709, 534]
